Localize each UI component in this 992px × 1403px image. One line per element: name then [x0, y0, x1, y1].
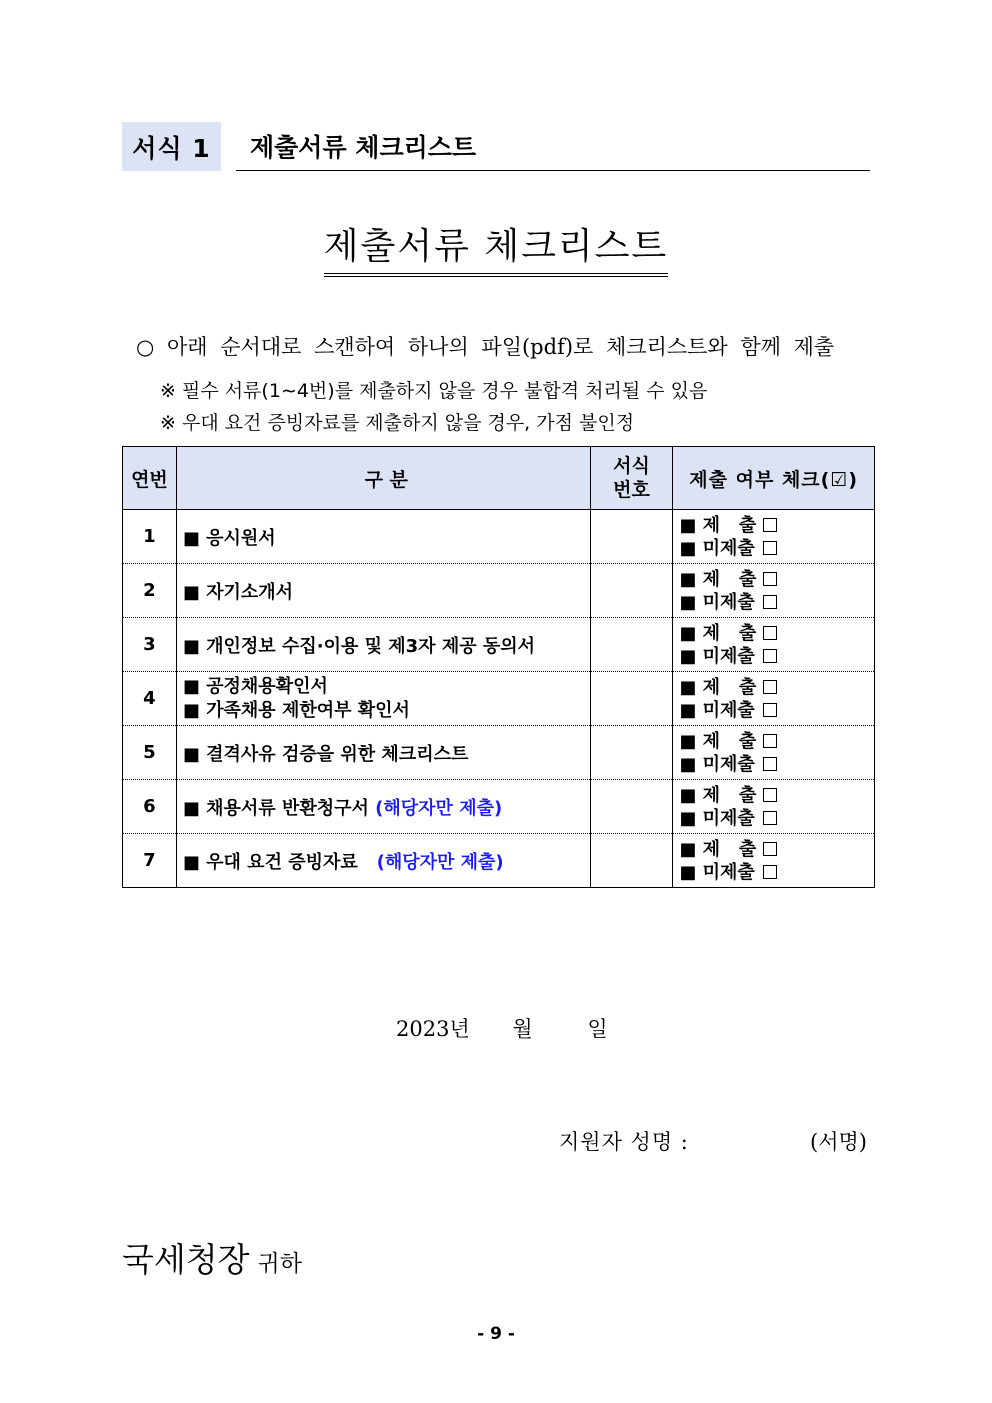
form-number-label: 서식 1: [122, 122, 221, 171]
row-check: [673, 834, 875, 888]
row-number: 6: [123, 780, 177, 834]
option-submitted: [679, 622, 874, 645]
row-form-no: [590, 726, 673, 780]
option-not-submitted: [679, 699, 874, 722]
main-title: 제출서류 체크리스트: [324, 218, 668, 277]
item-text: ■ 자기소개서: [182, 581, 294, 603]
row-item: [176, 564, 590, 618]
header-divider: [236, 170, 870, 171]
row-item: [176, 672, 590, 726]
date-month: 월: [512, 1017, 533, 1041]
applicant-name-label: 지원자 성명 :: [559, 1130, 689, 1154]
option-submitted: [679, 568, 874, 591]
row-number: 7: [123, 834, 177, 888]
date-year: 2023년: [396, 1017, 470, 1041]
item-text: ■ 가족채용 제한여부 확인서: [182, 699, 410, 721]
addressee: [122, 1234, 302, 1281]
date-day: 일: [587, 1017, 608, 1041]
row-check: [673, 510, 875, 564]
applicable-only-note: (해당자만 제출): [376, 851, 504, 873]
row-form-no: [590, 834, 673, 888]
applicable-only-note: (해당자만 제출): [375, 797, 503, 819]
checkbox-submitted[interactable]: [763, 842, 777, 856]
option-submitted: [679, 730, 874, 753]
option-not-submitted-label: ■ 미제출: [679, 861, 755, 883]
item-text: ■ 채용서류 반환청구서: [182, 797, 369, 819]
table-header-row: [123, 447, 875, 510]
row-item: [176, 510, 590, 564]
header-item: 구 분: [176, 447, 590, 510]
row-number: 4: [123, 672, 177, 726]
option-submitted-label: ■ 제 출: [679, 568, 757, 590]
checkbox-not-submitted[interactable]: [763, 703, 777, 717]
row-item: [176, 834, 590, 888]
item-text: ■ 응시원서: [182, 527, 276, 549]
row-item: [176, 726, 590, 780]
option-not-submitted: [679, 591, 874, 614]
row-number: 3: [123, 618, 177, 672]
checkbox-submitted[interactable]: [763, 788, 777, 802]
checkbox-not-submitted[interactable]: [763, 811, 777, 825]
row-item: [176, 780, 590, 834]
table-row: [123, 834, 875, 888]
date-line: [396, 1013, 608, 1043]
table-row: [123, 672, 875, 726]
row-number: 5: [123, 726, 177, 780]
checkbox-submitted[interactable]: [763, 734, 777, 748]
table-row: [123, 618, 875, 672]
checkbox-not-submitted[interactable]: [763, 541, 777, 555]
section-title: 제출서류 체크리스트: [250, 133, 477, 162]
checklist-table: [122, 446, 875, 888]
checkbox-submitted[interactable]: [763, 518, 777, 532]
table-row: [123, 510, 875, 564]
row-number: 2: [123, 564, 177, 618]
row-check: [673, 726, 875, 780]
row-item: [176, 618, 590, 672]
checkbox-not-submitted[interactable]: [763, 865, 777, 879]
option-submitted-label: ■ 제 출: [679, 730, 757, 752]
item-line: [183, 848, 590, 874]
item-text: ■ 우대 요건 증빙자료: [182, 851, 358, 873]
item-text: ■ 공정채용확인서: [182, 675, 328, 697]
submission-notice: ○ 아래 순서대로 스캔하여 하나의 파일(pdf)로 체크리스트와 함께 제출: [136, 335, 835, 359]
row-check: [673, 780, 875, 834]
page-number: - 9 -: [477, 1324, 515, 1344]
checkbox-submitted[interactable]: [763, 680, 777, 694]
checkbox-not-submitted[interactable]: [763, 595, 777, 609]
option-submitted-label: ■ 제 출: [679, 676, 757, 698]
checkbox-submitted[interactable]: [763, 572, 777, 586]
option-submitted-label: ■ 제 출: [679, 838, 757, 860]
option-not-submitted-label: ■ 미제출: [679, 591, 755, 613]
checkbox-not-submitted[interactable]: [763, 757, 777, 771]
item-text: ■ 결격사유 검증을 위한 체크리스트: [182, 743, 469, 765]
table-row: [123, 726, 875, 780]
option-not-submitted-label: ■ 미제출: [679, 807, 755, 829]
option-not-submitted-label: ■ 미제출: [679, 645, 755, 667]
addressee-suffix: 귀하: [257, 1251, 302, 1277]
header-no: 연번: [123, 447, 177, 510]
header-check: 제출 여부 체크(☑): [673, 447, 875, 510]
item-text: ■ 개인정보 수집·이용 및 제3자 제공 동의서: [182, 635, 536, 657]
main-title-wrap: [0, 218, 992, 277]
row-form-no: [590, 510, 673, 564]
row-form-no: [590, 618, 673, 672]
row-check: [673, 672, 875, 726]
row-check: [673, 618, 875, 672]
addressee-name: 국세청장: [122, 1240, 250, 1279]
checkbox-submitted[interactable]: [763, 626, 777, 640]
table-row: [123, 780, 875, 834]
option-submitted: [679, 676, 874, 699]
row-form-no: [590, 564, 673, 618]
option-not-submitted-label: ■ 미제출: [679, 537, 755, 559]
option-not-submitted: [679, 753, 874, 776]
option-not-submitted: [679, 537, 874, 560]
row-number: 1: [123, 510, 177, 564]
table-row: [123, 564, 875, 618]
row-check: [673, 564, 875, 618]
option-not-submitted: [679, 645, 874, 668]
option-submitted-label: ■ 제 출: [679, 514, 757, 536]
note-required-docs: ※ 필수 서류(1∼4번)를 제출하지 않을 경우 불합격 처리될 수 있음: [160, 380, 708, 402]
row-form-no: [590, 780, 673, 834]
option-submitted-label: ■ 제 출: [679, 784, 757, 806]
item-line: [183, 794, 590, 820]
option-not-submitted: [679, 861, 874, 884]
option-submitted: [679, 514, 874, 537]
header-form-no: 서식 번호: [590, 447, 673, 510]
option-submitted: [679, 784, 874, 807]
row-form-no: [590, 672, 673, 726]
signature-mark: (서명): [810, 1130, 867, 1154]
option-not-submitted: [679, 807, 874, 830]
option-submitted-label: ■ 제 출: [679, 622, 757, 644]
checkbox-not-submitted[interactable]: [763, 649, 777, 663]
option-not-submitted-label: ■ 미제출: [679, 753, 755, 775]
option-not-submitted-label: ■ 미제출: [679, 699, 755, 721]
option-submitted: [679, 838, 874, 861]
note-preference-docs: ※ 우대 요건 증빙자료를 제출하지 않을 경우, 가점 불인정: [160, 412, 635, 434]
